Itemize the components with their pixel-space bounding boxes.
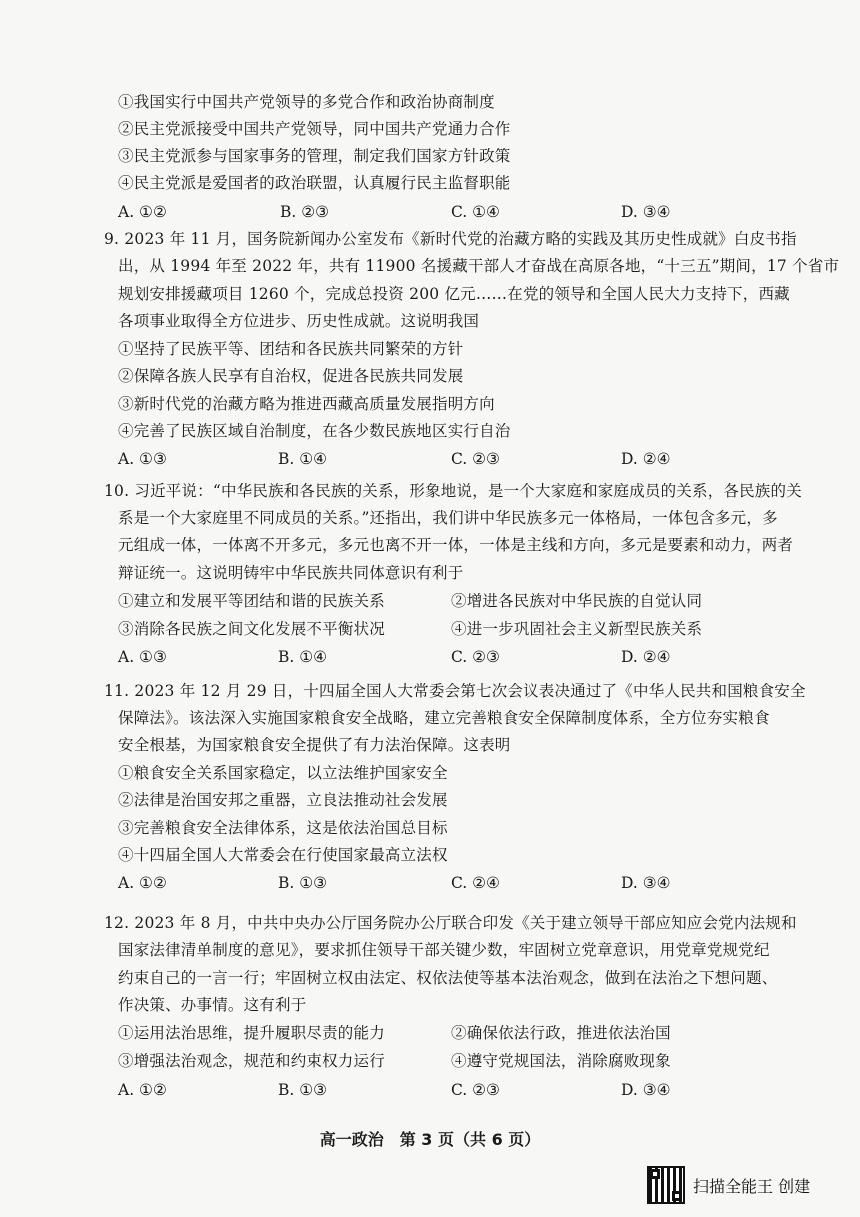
q10-choice-a: A. ①③ xyxy=(118,648,167,666)
q11-choice-d: D. ③④ xyxy=(621,874,671,892)
q8-statement-4: ④民主党派是爱国者的政治联盟，认真履行民主监督职能 xyxy=(118,174,511,192)
q9-statement-4: ④完善了民族区域自治制度，在各少数民族地区实行自治 xyxy=(118,422,511,440)
q12-choice-c: C. ②③ xyxy=(451,1081,500,1099)
q10-statement-2: ②增进各民族对中华民族的自觉认同 xyxy=(451,592,703,610)
q10-statement-1: ①建立和发展平等团结和谐的民族关系 xyxy=(118,592,385,610)
q8-statement-2: ②民主党派接受中国共产党领导，同中国共产党通力合作 xyxy=(118,120,511,138)
q9-stem-line-2: 出，从 1994 年至 2022 年，共有 11900 名援藏干部人才奋战在高原各地，“十三五”期间，17 个省市 xyxy=(118,257,840,275)
q10-statement-4: ④进一步巩固社会主义新型民族关系 xyxy=(451,620,703,638)
q11-statement-1: ①粮食安全关系国家稳定，以立法维护国家安全 xyxy=(118,764,448,782)
scanner-brand-text: 扫描全能王 创建 xyxy=(693,1176,811,1196)
page-footer: 高一政治 第 3 页（共 6 页） xyxy=(319,1130,541,1149)
q9-choice-d: D. ②④ xyxy=(621,450,671,468)
q11-choice-c: C. ②④ xyxy=(451,874,500,892)
q9-statement-1: ①坚持了民族平等、团结和各民族共同繁荣的方针 xyxy=(118,340,464,358)
q10-stem-line-2: 系是一个大家庭里不同成员的关系。”还指出，我们讲中华民族多元一体格局，一体包含多元，多 xyxy=(118,509,778,527)
q12-statement-1: ①运用法治思维，提升履职尽责的能力 xyxy=(118,1024,385,1042)
q9-choice-b: B. ①④ xyxy=(278,450,328,468)
q10-stem-line-4: 辩证统一。这说明铸牢中华民族共同体意识有利于 xyxy=(118,564,464,582)
q11-stem-line-2: 保障法》。该法深入实施国家粮食安全战略，建立完善粮食安全保障制度体系，全方位夯实粮食 xyxy=(118,709,770,727)
q11-choice-b: B. ①③ xyxy=(278,874,328,892)
q10-choice-b: B. ①④ xyxy=(278,648,328,666)
q12-stem-line-3: 约束自己的一言一行；牢固树立权由法定、权依法使等基本法治观念，做到在法治之下想问题、 xyxy=(118,969,778,987)
q12-choice-d: D. ③④ xyxy=(621,1081,671,1099)
q12-statement-2: ②确保依法行政，推进依法治国 xyxy=(451,1024,671,1042)
q8-choice-c: C. ①④ xyxy=(451,203,500,221)
q12-choice-a: A. ①② xyxy=(118,1081,167,1099)
q8-choice-b: B. ②③ xyxy=(280,203,330,221)
q9-stem-line-4: 各项事业取得全方位进步、历史性成就。这说明我国 xyxy=(118,312,480,330)
q11-stem-line-3: 安全根基，为国家粮食安全提供了有力法治保障。这表明 xyxy=(118,736,511,754)
q8-choice-a: A. ①② xyxy=(118,203,167,221)
q11-statement-4: ④十四届全国人大常委会在行使国家最高立法权 xyxy=(118,846,448,864)
q12-choice-b: B. ①③ xyxy=(278,1081,328,1099)
q11-statement-3: ③完善粮食安全法律体系，这是依法治国总目标 xyxy=(118,819,448,837)
q12-stem-line-4: 作决策、办事情。这有利于 xyxy=(118,996,307,1014)
q11-statement-2: ②法律是治国安邦之重器，立良法推动社会发展 xyxy=(118,791,448,809)
q8-statement-1: ①我国实行中国共产党领导的多党合作和政治协商制度 xyxy=(118,93,495,111)
q9-stem-line-3: 规划安排援藏项目 1260 个，完成总投资 200 亿元……在党的领导和全国人民大力支持下，西藏 xyxy=(118,285,790,303)
q10-choice-c: C. ②③ xyxy=(451,648,500,666)
q9-choice-c: C. ②③ xyxy=(451,450,500,468)
q9-statement-3: ③新时代党的治藏方略为推进西藏高质量发展指明方向 xyxy=(118,395,495,413)
q10-choice-d: D. ②④ xyxy=(621,648,671,666)
q10-statement-3: ③消除各民族之间文化发展不平衡状况 xyxy=(118,620,385,638)
q11-stem-line-1: 11. 2023 年 12 月 29 日，十四届全国人大常委会第七次会议表决通过了《中华人民共和国粮食安全 xyxy=(104,682,806,700)
q12-stem-line-2: 国家法律清单制度的意见》，要求抓住领导干部关键少数，牢固树立党章意识，用党章党规党纪 xyxy=(118,941,770,959)
q12-statement-4: ④遵守党规国法，消除腐败现象 xyxy=(451,1052,671,1070)
q10-stem-line-3: 元组成一体，一体离不开多元，多元也离不开一体，一体是主线和方向，多元是要素和动力，两者 xyxy=(118,536,794,554)
q10-stem-line-1: 10. 习近平说：“中华民族和各民族的关系，形象地说，是一个大家庭和家庭成员的关系，各民族的关 xyxy=(104,482,802,500)
qr-code-icon xyxy=(647,1166,685,1204)
q8-choice-d: D. ③④ xyxy=(621,203,671,221)
q9-statement-2: ②保障各族人民享有自治权，促进各民族共同发展 xyxy=(118,367,464,385)
q12-stem-line-1: 12. 2023 年 8 月，中共中央办公厅国务院办公厅联合印发《关于建立领导干部应知应会党内法规和 xyxy=(104,914,797,932)
q11-choice-a: A. ①② xyxy=(118,874,167,892)
q12-statement-3: ③增强法治观念，规范和约束权力运行 xyxy=(118,1052,385,1070)
q9-stem-line-1: 9. 2023 年 11 月，国务院新闻办公室发布《新时代党的治藏方略的实践及其历史性成就》白皮书指 xyxy=(104,230,797,248)
q9-choice-a: A. ①③ xyxy=(118,450,167,468)
scanner-watermark xyxy=(647,1164,810,1206)
q8-statement-3: ③民主党派参与国家事务的管理，制定我们国家方针政策 xyxy=(118,147,511,165)
